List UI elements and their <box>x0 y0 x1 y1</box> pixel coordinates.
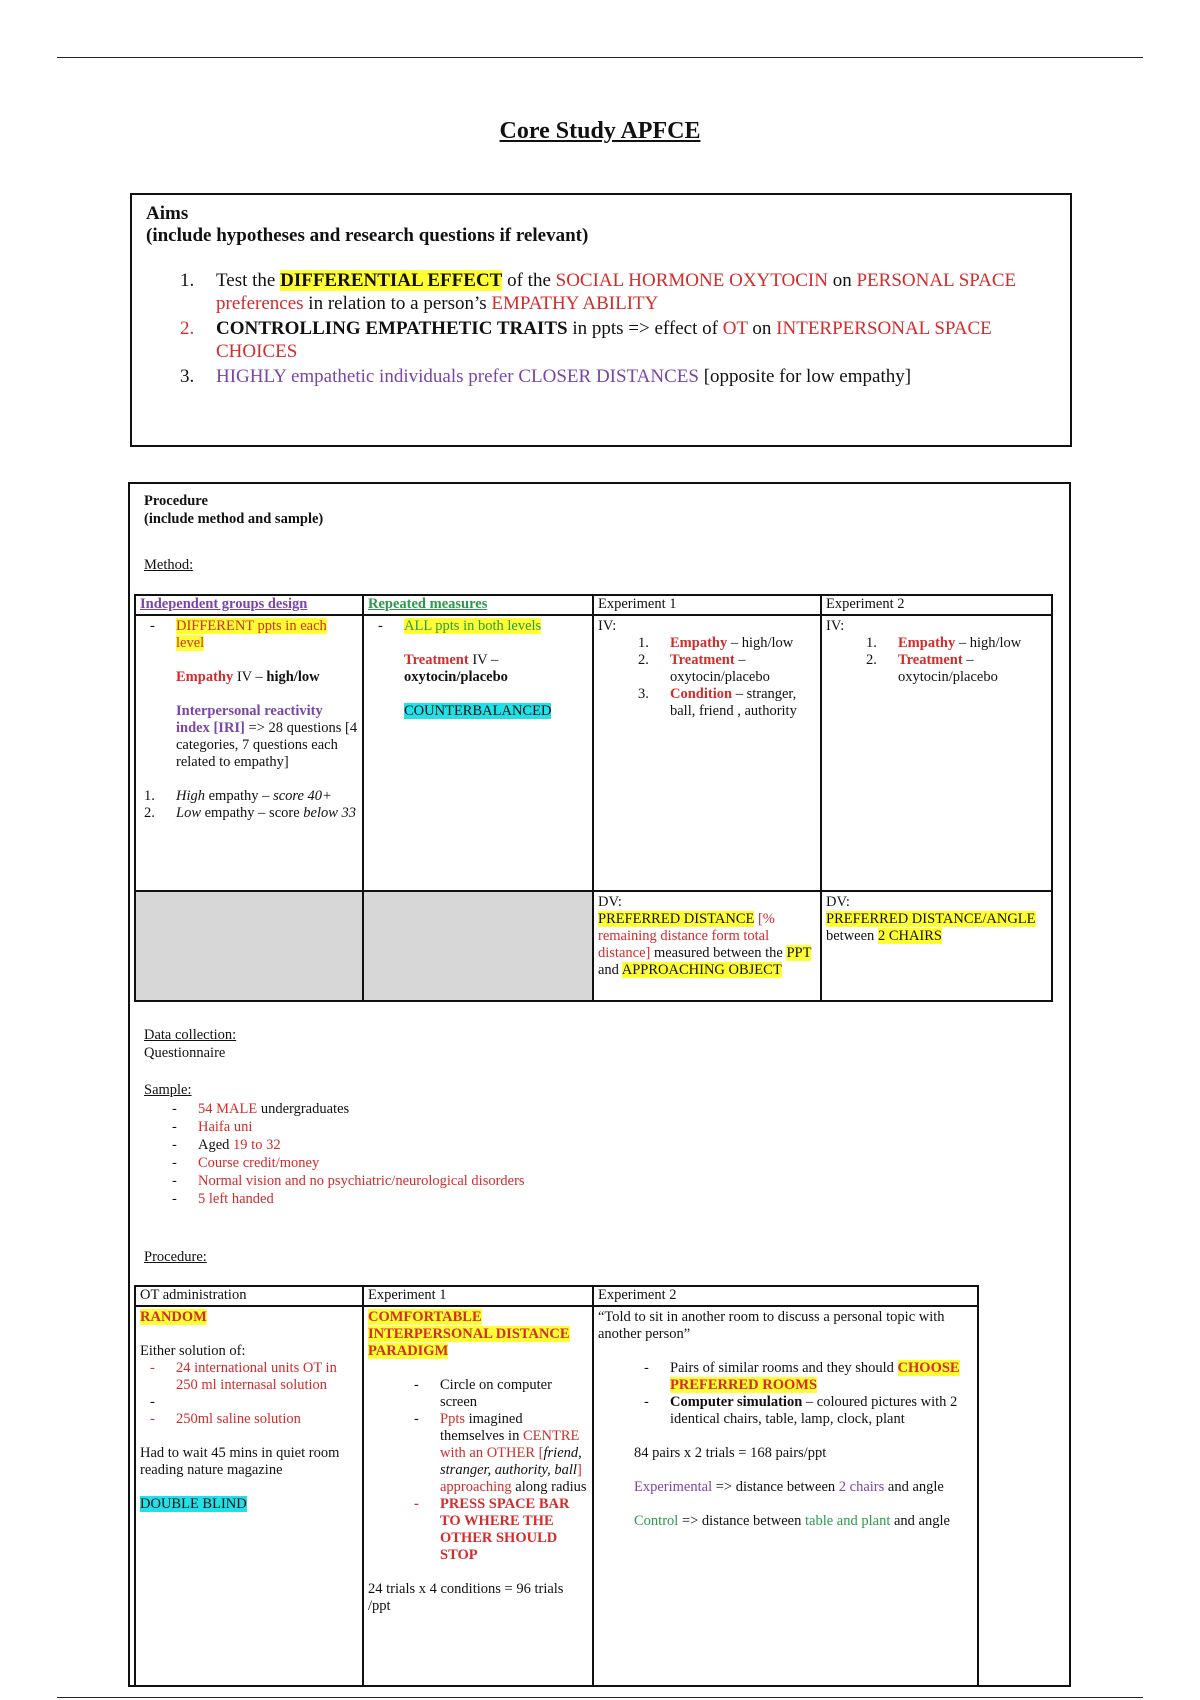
sample-red: 54 MALE <box>198 1101 258 1117</box>
sample-red: 19 to 32 <box>233 1137 281 1153</box>
iv-name: Empathy <box>176 669 234 685</box>
iv-text: IV – <box>233 669 267 685</box>
procedure-table <box>134 1285 979 1687</box>
exp1-dv-cell <box>593 891 821 1001</box>
aims-subheading: (include hypotheses and research questions if relevant) <box>146 225 589 246</box>
iv-name: Treatment <box>670 652 735 668</box>
proc-exp2-cell <box>593 1306 978 1686</box>
list-item <box>634 1394 973 1428</box>
level-num: 2. <box>144 805 155 821</box>
list-item <box>862 652 1047 686</box>
experimental-text <box>598 1479 973 1496</box>
iv-name: Empathy <box>670 635 728 651</box>
aim-item-2 <box>180 317 1056 363</box>
aim-num: 3. <box>180 366 195 387</box>
aim-red-text: SOCIAL HORMONE OXYTOCIN <box>555 270 828 291</box>
sample-text: Aged <box>198 1137 234 1153</box>
either-text: Either solution of: <box>140 1343 246 1359</box>
solution-2: 250ml saline solution <box>176 1411 301 1427</box>
aim-num: 1. <box>180 270 195 291</box>
step-red: CENTRE with an OTHER [ <box>440 1428 580 1461</box>
iv-text: – high/low <box>955 635 1022 651</box>
level-c: score 40+ <box>273 788 332 804</box>
aim-text: [opposite for low empathy] <box>698 366 912 387</box>
repeated-bullet: ALL ppts in both levels <box>404 618 542 634</box>
aim-text: in relation to a person’s <box>303 293 492 314</box>
bottom-rule <box>57 1697 1143 1698</box>
list-item <box>140 788 358 805</box>
list-item <box>862 635 1047 652</box>
aim-red-text: INTERPERSONAL SPACE CHOICES <box>216 318 992 362</box>
grey-cell-repeated <box>363 891 593 1001</box>
sample-red: Haifa uni <box>198 1119 253 1135</box>
exp1-dv-label: DV: <box>598 894 622 910</box>
step-text: => distance between <box>712 1479 839 1495</box>
repeated-bullets <box>368 618 588 635</box>
step-italic: friend, stranger, authority, ball <box>440 1445 582 1478</box>
list-item <box>140 1411 358 1428</box>
repeated-iv <box>404 652 588 686</box>
dv-text: and <box>598 962 622 978</box>
counterbalanced-tag: COUNTERBALANCED <box>404 703 552 719</box>
aim-red-text: OT <box>722 318 748 339</box>
iv-text: IV – <box>468 652 499 668</box>
grey-cell-independent <box>135 891 363 1001</box>
exp2-proc-list <box>598 1360 973 1428</box>
sample-list <box>162 1100 762 1208</box>
exp2-iv-label: IV: <box>826 618 845 634</box>
top-rule <box>57 57 1143 58</box>
dv-highlight: APPROACHING OBJECT <box>621 962 782 978</box>
iv-text: – oxytocin/placebo <box>898 652 998 685</box>
step-text: along radius <box>511 1479 587 1495</box>
aims-list <box>146 269 1056 388</box>
exp2-quote: “Told to sit in another room to discuss a personal topic with another person” <box>598 1309 945 1342</box>
aim-num: 2. <box>180 318 195 339</box>
independent-iv <box>176 669 358 686</box>
method-header-repeated: Repeated measures <box>363 595 593 615</box>
level-a: High <box>176 788 205 804</box>
step-text: and angle <box>890 1513 950 1529</box>
dv-red-text: [% remaining distance form total distance] <box>598 911 775 961</box>
iv-name: Treatment <box>898 652 963 668</box>
dv-text: between <box>826 928 878 944</box>
step-highlight: CHOOSE PREFERRED ROOMS <box>670 1360 960 1393</box>
iv-text: – stranger, ball, friend , authority <box>670 686 797 719</box>
level-c: below 33 <box>303 805 357 821</box>
iv-num: 2. <box>638 652 649 668</box>
method-table <box>134 594 1053 1002</box>
procedure-subheading: (include method and sample) <box>144 511 324 527</box>
independent-iri <box>176 703 358 771</box>
aims-box <box>130 193 1072 447</box>
iv-num: 2. <box>866 652 877 668</box>
list-item <box>368 618 588 635</box>
list-item <box>634 686 816 720</box>
list-item <box>404 1496 588 1564</box>
method-label: Method: <box>144 557 194 573</box>
sample-red: Course credit/money <box>198 1155 320 1171</box>
aim-purple-text: HIGHLY empathetic individuals prefer CLOSER DISTANCES <box>216 366 699 387</box>
wait-text: Had to wait 45 mins in quiet room reading nature magazine <box>140 1445 340 1478</box>
control-text <box>598 1513 973 1530</box>
list-item <box>404 1377 588 1411</box>
sample-red: Normal vision and no psychiatric/neurological disorders <box>198 1173 525 1189</box>
aim-text: of the <box>502 270 556 291</box>
dv-text: measured between the <box>650 945 787 961</box>
solution-1: 24 international units OT in 250 ml internasal solution <box>176 1360 337 1393</box>
method-header-independent: Independent groups design <box>135 595 363 615</box>
exp1-iv-label: IV: <box>598 618 617 634</box>
aim-highlight: DIFFERENTIAL EFFECT <box>280 270 503 291</box>
iv-text: – high/low <box>727 635 794 651</box>
solution-list <box>140 1360 358 1428</box>
data-collection-label: Data collection: <box>144 1027 237 1043</box>
data-collection-value: Questionnaire <box>144 1045 226 1061</box>
method-header-exp1: Experiment 1 <box>593 595 821 615</box>
pairs-text: 84 pairs x 2 trials = 168 pairs/ppt <box>634 1445 827 1461</box>
independent-bullet: DIFFERENT ppts in each level <box>176 618 327 651</box>
dv-highlight: PPT <box>786 945 812 961</box>
step-red: Ppts <box>440 1411 465 1427</box>
iv-levels: high/low <box>266 669 320 685</box>
step-text: => distance between <box>678 1513 805 1529</box>
dv-highlight: PREFERRED DISTANCE/ANGLE <box>826 911 1036 927</box>
list-item <box>162 1154 762 1172</box>
sample-text: undergraduates <box>257 1101 350 1117</box>
level-num: 1. <box>144 788 155 804</box>
sample-label: Sample: <box>144 1082 192 1098</box>
level-a: Low <box>176 805 201 821</box>
ot-cell <box>135 1306 363 1686</box>
list-item <box>140 805 358 822</box>
dv-highlight: PREFERRED DISTANCE <box>598 911 755 927</box>
page-title: Core Study APFCE <box>499 118 701 144</box>
aim-item-1 <box>180 269 1056 315</box>
step-text: and angle <box>884 1479 944 1495</box>
method-header-exp2: Experiment 2 <box>821 595 1052 615</box>
aim-red-text: PERSONAL SPACE preferences <box>216 270 1017 314</box>
proc-header-exp2: Experiment 2 <box>593 1286 978 1306</box>
step-text: – coloured pictures with 2 identical chairs, table, lamp, clock, plant <box>670 1394 958 1427</box>
independent-bullets <box>140 618 358 652</box>
level-b: empathy – <box>205 788 274 804</box>
iv-levels: oxytocin/placebo <box>404 669 508 685</box>
experimental-label: Experimental <box>634 1479 713 1495</box>
repeated-cell <box>363 615 593 891</box>
procedure-box <box>128 482 1071 1687</box>
trials-text: 24 trials x 4 conditions = 96 trials /ppt <box>368 1581 564 1614</box>
exp1-step-1: Circle on computer screen <box>440 1377 552 1410</box>
exp1-iv-list <box>634 635 816 720</box>
list-item <box>140 618 358 652</box>
iv-name: Empathy <box>898 635 956 651</box>
aim-text: on <box>747 318 777 339</box>
iv-num: 1. <box>866 635 877 651</box>
list-item <box>634 652 816 686</box>
aim-text: on <box>827 270 857 291</box>
aim-red-text: EMPATHY ABILITY <box>491 293 659 314</box>
procedure-heading: Procedure <box>144 493 208 509</box>
control-objects: table and plant <box>804 1513 891 1529</box>
aim-bold-text: CONTROLLING EMPATHETIC TRAITS <box>216 318 568 339</box>
sample-red: 5 left handed <box>198 1191 274 1207</box>
experimental-chairs: 2 chairs <box>838 1479 885 1495</box>
proc-header-exp1: Experiment 1 <box>363 1286 593 1306</box>
list-item <box>162 1118 762 1136</box>
iri-name: Interpersonal reactivity index [IRI] <box>176 703 323 736</box>
double-blind-tag: DOUBLE BLIND <box>140 1496 247 1512</box>
list-item <box>404 1411 588 1496</box>
iv-text: – oxytocin/placebo <box>670 652 770 685</box>
aim-item-3 <box>180 365 1056 388</box>
exp1-iv-cell <box>593 615 821 891</box>
proc-exp1-cell <box>363 1306 593 1686</box>
list-item <box>162 1100 762 1118</box>
iv-name: Treatment <box>404 652 469 668</box>
iri-text: => 28 questions [4 categories, 7 questions each related to empathy] <box>176 720 358 770</box>
proc-header-ot: OT administration <box>135 1286 363 1306</box>
independent-levels <box>140 788 358 822</box>
step-red: ] approaching <box>440 1462 582 1495</box>
list-item <box>140 1360 358 1394</box>
aim-text: Test the <box>216 270 281 291</box>
iv-num: 1. <box>638 635 649 651</box>
paradigm-tag: COMFORTABLE INTERPERSONAL DISTANCE PARADIGM <box>368 1309 570 1359</box>
iv-num: 3. <box>638 686 649 702</box>
exp2-dv-cell <box>821 891 1052 1001</box>
procedure-sub-label: Procedure: <box>144 1249 207 1265</box>
exp1-proc-list <box>368 1377 588 1564</box>
spacer <box>140 1394 358 1411</box>
exp2-iv-list <box>862 635 1047 686</box>
dv-highlight: 2 CHAIRS <box>877 928 942 944</box>
list-item <box>162 1172 762 1190</box>
control-label: Control <box>634 1513 679 1529</box>
exp2-dv-label: DV: <box>826 894 850 910</box>
independent-cell <box>135 615 363 891</box>
exp2-iv-cell <box>821 615 1052 891</box>
step-text: Pairs of similar rooms and they should <box>670 1360 898 1376</box>
exp1-step-3: PRESS SPACE BAR TO WHERE THE OTHER SHOULD STOP <box>440 1496 570 1563</box>
level-b: empathy – score <box>201 805 304 821</box>
aims-heading: Aims <box>146 203 189 224</box>
list-item <box>162 1190 762 1208</box>
list-item <box>634 635 816 652</box>
step-bold: Computer simulation <box>670 1394 803 1410</box>
list-item <box>162 1136 762 1154</box>
aim-text: in ppts => effect of <box>567 318 723 339</box>
iv-name: Condition <box>670 686 733 702</box>
list-item <box>634 1360 973 1394</box>
step-text: imagined themselves in <box>440 1411 523 1444</box>
random-tag: RANDOM <box>140 1309 207 1325</box>
